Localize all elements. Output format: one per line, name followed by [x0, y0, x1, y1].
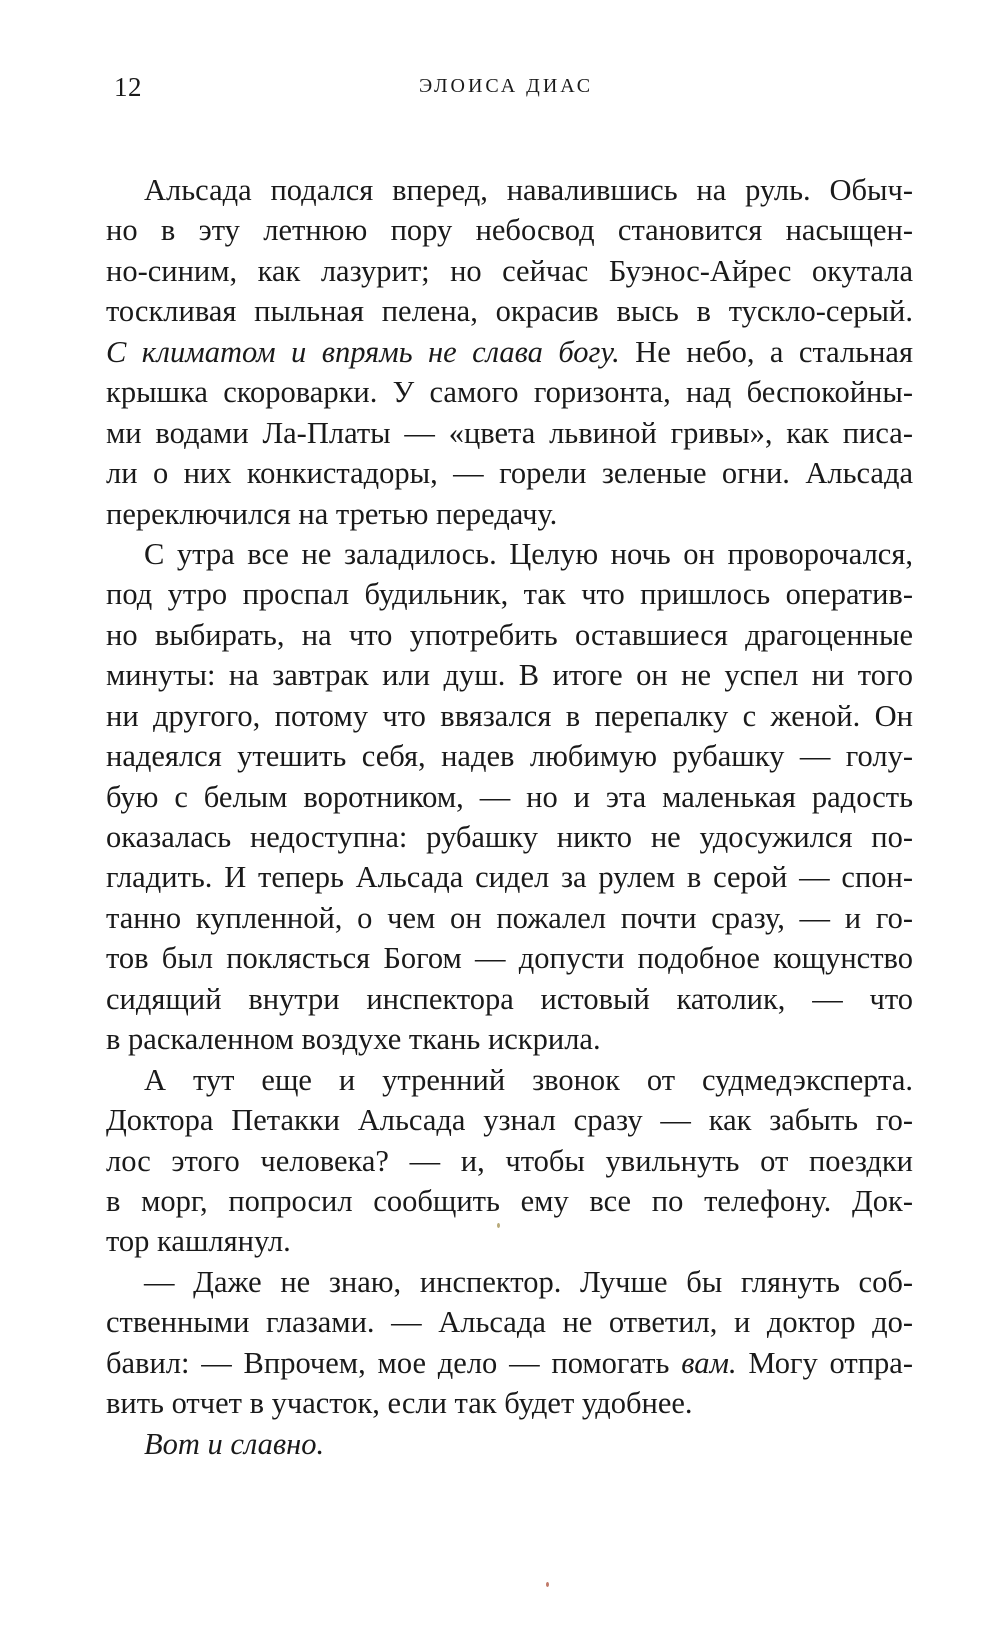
- text-line: [106, 534, 913, 574]
- text-line: [106, 210, 913, 250]
- text-line: [106, 251, 913, 291]
- line-text: Не небо, а стальная: [619, 334, 913, 369]
- line-text: Альсада подался вперед, навалившись на руль. Обыч-: [144, 173, 913, 207]
- text-line: [106, 736, 913, 776]
- text-line: [106, 655, 913, 695]
- line-text: оказалась недоступна: рубашку никто не удосужился по-: [106, 820, 913, 854]
- line-text: А тут еще и утренний звонок от судмедэксперта.: [144, 1062, 913, 1097]
- text-line: [106, 1262, 913, 1302]
- page-header: [114, 72, 910, 112]
- text-line: [106, 1019, 913, 1059]
- line-text: Могу отпра-: [736, 1345, 913, 1380]
- italic-text: С климатом и впрямь не слава богу.: [106, 334, 620, 369]
- running-head: ЭЛОИСА ДИАС: [419, 75, 594, 97]
- text-line: [106, 898, 913, 938]
- text-line: [106, 817, 913, 857]
- line-text: тов был поклясться Богом — допусти подобное кощунство: [106, 941, 913, 976]
- line-text: Доктора Петакки Альсада узнал сразу — как забыть го-: [106, 1103, 913, 1138]
- line-text: в морг, попросил сообщить ему все по телефону. Док-: [106, 1183, 913, 1218]
- line-text: ни другого, потому что ввязался в перепалку с женой. Он: [106, 698, 913, 733]
- text-line: [106, 777, 913, 817]
- text-line: [106, 1060, 913, 1100]
- line-text: но-синим, как лазурит; но сейчас Буэнос-Айрес окутала: [106, 253, 913, 288]
- text-line: [106, 615, 913, 655]
- text-line: [106, 857, 913, 897]
- line-text: гладить. И теперь Альсада сидел за рулем в серой — спон-: [106, 860, 913, 895]
- text-line: [106, 1343, 913, 1383]
- text-line: [106, 1141, 913, 1181]
- text-line: [106, 696, 913, 736]
- page-number: 12: [114, 72, 142, 102]
- text-line: [106, 413, 913, 453]
- line-text: ли о них конкистадоры, — горели зеленые огни. Альсада: [106, 456, 913, 491]
- text-line: [106, 1383, 913, 1423]
- print-speck: [497, 1223, 500, 1228]
- text-line: [106, 1221, 913, 1261]
- line-text: но в эту летнюю пору небосвод становится насыщен-: [106, 213, 913, 248]
- text-line: [106, 574, 913, 614]
- line-text: тор кашлянул.: [106, 1224, 291, 1259]
- line-text: переключился на третью передачу.: [106, 496, 558, 531]
- text-line: [106, 494, 913, 534]
- line-text: крышка скороварки. У самого горизонта, над беспокойны-: [106, 375, 913, 410]
- line-text: ственными глазами. — Альсада не ответил, и доктор до-: [106, 1305, 913, 1340]
- line-text: тоскливая пыльная пелена, окрасив высь в тускло-серый.: [106, 294, 913, 329]
- line-text: С утра все не заладилось. Целую ночь он проворочался,: [144, 536, 913, 571]
- line-text: минуты: на завтрак или душ. В итоге он не успел ни того: [106, 658, 913, 693]
- text-line: [106, 291, 913, 331]
- italic-text: вам.: [681, 1345, 737, 1380]
- line-text: вить отчет в участок, если так будет удобнее.: [106, 1386, 693, 1421]
- print-speck: [546, 1582, 549, 1587]
- text-line: [106, 1424, 913, 1464]
- text-line: [106, 938, 913, 978]
- line-text: танно купленной, о чем он пожалел почти сразу, — и го-: [106, 900, 913, 935]
- text-line: [106, 372, 913, 412]
- text-line: [106, 1302, 913, 1342]
- line-text: надеялся утешить себя, надев любимую рубашку — голу-: [106, 739, 913, 774]
- line-text: сидящий внутри инспектора истовый католик, — что: [106, 981, 913, 1016]
- line-text: ми водами Ла-Платы — «цвета львиной гривы», как писа-: [106, 415, 913, 450]
- line-text: — Даже не знаю, инспектор. Лучше бы глянуть соб-: [144, 1264, 913, 1299]
- text-line: [106, 170, 913, 210]
- body-text: [106, 170, 913, 1464]
- text-line: [106, 979, 913, 1019]
- line-text: в раскаленном воздухе ткань искрила.: [106, 1022, 601, 1057]
- text-line: [106, 332, 913, 372]
- line-text: под утро проспал будильник, так что пришлось оператив-: [106, 577, 913, 612]
- text-line: [106, 453, 913, 493]
- text-line: [106, 1181, 913, 1221]
- italic-text: Вот и славно.: [144, 1426, 325, 1461]
- line-text: но выбирать, на что употребить оставшиеся драгоценные: [106, 617, 913, 652]
- line-text: бавил: — Впрочем, мое дело — помогать: [106, 1345, 682, 1380]
- line-text: бую с белым воротником, — но и эта маленькая радость: [106, 779, 913, 814]
- line-text: лос этого человека? — и, чтобы увильнуть от поездки: [106, 1143, 913, 1178]
- text-line: [106, 1100, 913, 1140]
